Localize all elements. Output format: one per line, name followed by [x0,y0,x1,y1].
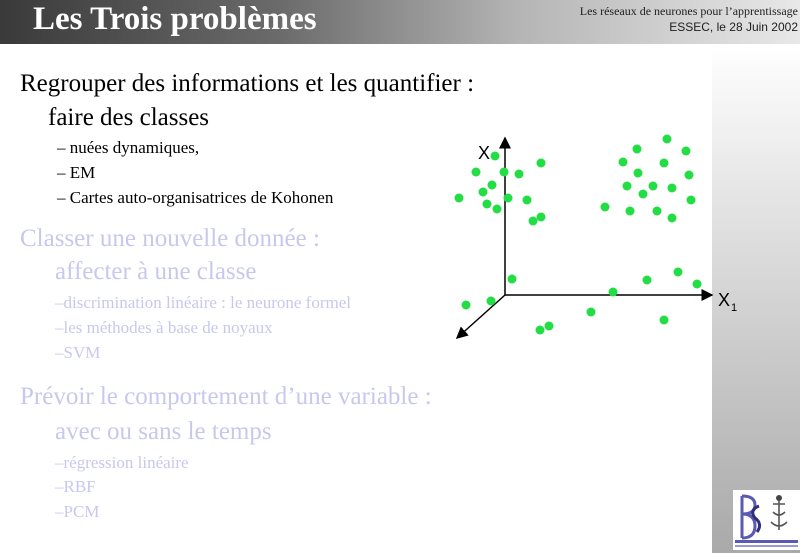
section3-subheading: avec ou sans le temps [55,418,272,445]
section3-item: –régression linéaire [55,453,189,472]
section1-heading: Regrouper des informations et les quantifier : [20,70,475,97]
x-axis-label: X [718,290,731,310]
cluster-scatter-illustration [440,130,740,345]
section3-item: –PCM [55,502,100,521]
section1-item: – nuées dynamiques, [57,138,200,157]
section1-item: – Cartes auto-organisatrices de Kohonen [57,188,334,207]
section3-item: –RBF [55,477,96,496]
y-axis-label: X [478,143,491,163]
logo-emblem-icon [733,490,800,550]
slide-header [0,0,800,44]
section2-item: –SVM [55,343,101,362]
section3-heading: Prévoir le comportement d’une variable : [20,383,432,410]
section2-subheading: affecter à une classe [55,258,257,285]
section2-item: –discrimination linéaire : le neurone formel [55,293,351,312]
section1-subheading: faire des classes [48,104,210,131]
x-axis-subscript: 1 [731,302,738,314]
section1-item: – EM [57,163,96,182]
header-subtitle-course: Les réseaux de neurones pour l’apprentissage [579,4,798,18]
header-subtitle-date: ESSEC, le 28 Juin 2002 [669,20,798,34]
section2-heading: Classer une nouvelle donnée : [20,225,320,252]
section2-item: –les méthodes à base de noyaux [55,318,273,337]
institution-logo [733,490,800,550]
scatter-points [455,135,702,335]
slide-title: Les Trois problèmes [33,1,317,37]
